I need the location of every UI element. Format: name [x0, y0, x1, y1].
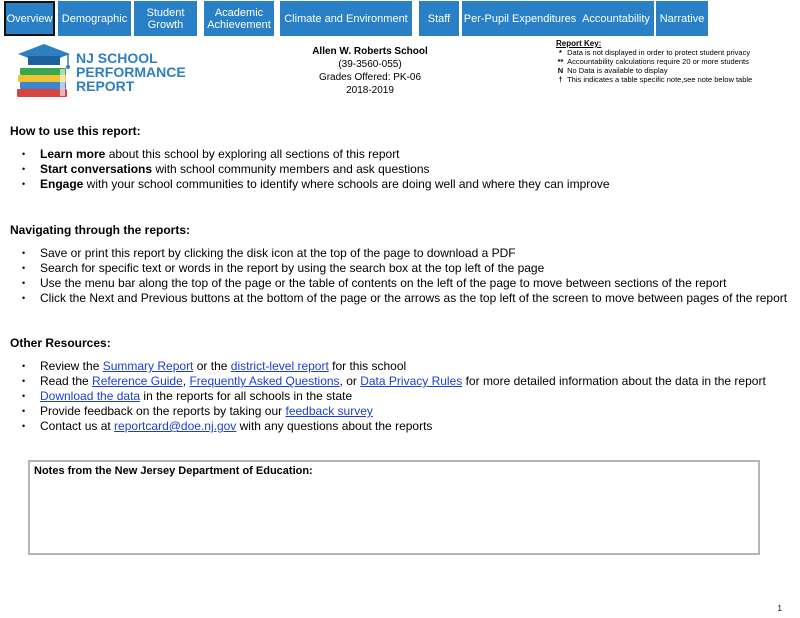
report-key-title: Report Key: [556, 39, 602, 48]
list-item: • Provide feedback on the reports by taking our feedback survey [10, 404, 790, 418]
tab-climate-environment[interactable]: Climate and Environment [280, 1, 412, 36]
tab-demographic[interactable]: Demographic [58, 1, 131, 36]
logo-text: NJ SCHOOL PERFORMANCE REPORT [76, 50, 186, 94]
tab-academic-achievement[interactable]: Academic Achievement [204, 1, 274, 36]
list-item: • Use the menu bar along the top of the page or the table of contents on the left of the page to move between sections of the report [10, 276, 790, 290]
tab-per-pupil-expenditures[interactable]: Per-Pupil Expenditures [462, 1, 578, 36]
list-item: • Learn more about this school by exploring all sections of this report [10, 147, 790, 161]
report-key [556, 39, 796, 84]
report-key-item: † This indicates a table specific note,see note below table [558, 75, 753, 84]
school-year: 2018-2019 [346, 85, 394, 96]
navigating-heading: Navigating through the reports: [10, 223, 190, 237]
tab-accountability[interactable]: Accountability [578, 1, 654, 36]
tab-student-growth[interactable]: Student Growth [134, 1, 197, 36]
tab-staff[interactable]: Staff [419, 1, 459, 36]
faq-link[interactable]: Frequently Asked Questions [189, 374, 340, 388]
resources-section [10, 336, 790, 434]
how-to-list [10, 147, 790, 191]
data-privacy-rules-link[interactable]: Data Privacy Rules [360, 374, 463, 388]
school-code: (39-3560-055) [338, 59, 402, 70]
school-name: Allen W. Roberts School [312, 46, 428, 57]
how-to-heading: How to use this report: [10, 124, 141, 138]
list-item: • Read the Reference Guide, Frequently Asked Questions, or Data Privacy Rules for more detailed information about the data in the report [10, 374, 790, 388]
district-report-link[interactable]: district-level report [230, 359, 329, 373]
how-to-section [10, 124, 790, 192]
list-item: • Contact us at reportcard@doe.nj.gov with any questions about the reports [10, 419, 790, 433]
reference-guide-link[interactable]: Reference Guide [92, 374, 183, 388]
summary-report-link[interactable]: Summary Report [102, 359, 194, 373]
report-key-item: * Data is not displayed in order to protect student privacy [559, 48, 751, 57]
grades-offered: Grades Offered: PK-06 [318, 72, 422, 83]
contact-email-link[interactable]: reportcard@doe.nj.gov [114, 419, 237, 433]
nj-spr-logo [14, 40, 184, 102]
notes-title: Notes from the New Jersey Department of Education: [34, 465, 313, 477]
download-data-link[interactable]: Download the data [40, 389, 141, 403]
tab-narrative[interactable]: Narrative [656, 1, 708, 36]
list-item: • Review the Summary Report or the district-level report for this school [10, 359, 790, 373]
navigating-list [10, 246, 790, 305]
list-item: • Start conversations with school community members and ask questions [10, 162, 790, 176]
resources-list [10, 359, 790, 433]
page-number: 1 [777, 604, 782, 613]
list-item: • Engage with your school communities to identify where schools are doing well and where they can improve [10, 177, 790, 191]
resources-heading: Other Resources: [10, 336, 111, 350]
notes-box [28, 460, 760, 555]
navigating-section [10, 223, 790, 306]
school-info [280, 45, 460, 97]
list-item: • Save or print this report by clicking the disk icon at the top of the page to download a PDF [10, 246, 790, 260]
feedback-survey-link[interactable]: feedback survey [285, 404, 373, 418]
list-item: • Download the data in the reports for all schools in the state [10, 389, 790, 403]
list-item: • Click the Next and Previous buttons at the bottom of the page or the arrows as the top left of the screen to move between pages of the report [10, 291, 790, 305]
graduation-books-icon [14, 40, 78, 102]
report-key-item: N No Data is available to display [557, 66, 668, 75]
list-item: • Search for specific text or words in the report by using the search box at the top left of the page [10, 261, 790, 275]
tab-overview[interactable]: Overview [4, 1, 55, 36]
report-key-item: ** Accountability calculations require 20 or more students [557, 57, 749, 66]
